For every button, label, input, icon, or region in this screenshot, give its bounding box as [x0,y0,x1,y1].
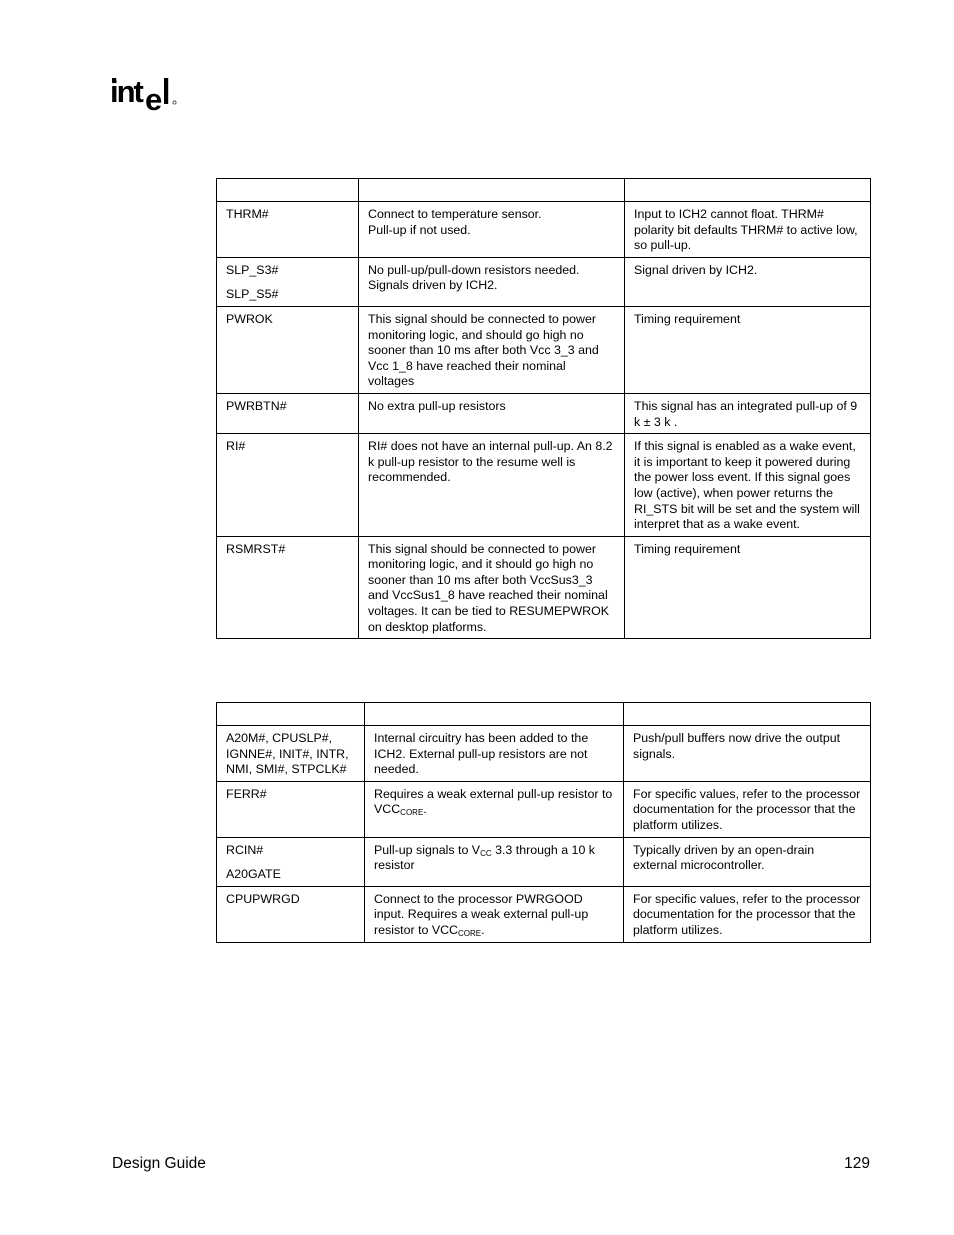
recommendation-text: This signal should be connected to power monitoring logic, and it should go high no sooner than 10 ms after both VccSus3_3 and VccSus1_8 have reached their nominal voltages. It can be tied to RESUMEPWROK on desktop platforms. [368,541,610,634]
recommendation-text: No pull-up/pull-down resistors needed. Signals driven by ICH2. [368,262,580,293]
footer-doc-title: Design Guide [112,1155,206,1172]
recommendation-text: . [481,922,485,937]
processor-signals-table [216,702,871,943]
signal-name: A20M#, CPUSLP#, IGNNE#, INIT#, INTR, NMI, SMI#, STPCLK# [226,731,349,777]
power-signals-table [216,178,871,639]
explanation-cell: This signal has an integrated pull-up of 9 k ± 3 k . [625,393,871,433]
signal-cell [217,536,359,639]
explanation-cell: For specific values, refer to the processor documentation for the processor that the platform utilizes. [624,886,871,942]
page-number: 129 [844,1155,870,1172]
signal-name: CPUPWRGD [226,891,300,906]
recommendation-cell [359,306,625,393]
explanation-cell: Timing requirement [625,536,871,639]
recommendation-cell [359,434,625,537]
recommendation-cell [359,536,625,639]
recommendation-cell [365,837,624,886]
signal-cell [217,306,359,393]
recommendation-cell [365,886,624,942]
recommendation-text: 3.3 through a 10 k resistor [374,842,595,873]
signal-cell [217,886,365,942]
table-row [217,536,871,639]
signal-name: A20GATE [226,867,281,882]
recommendation-text: Requires a weak external pull-up resistor to VCC [374,786,613,817]
recommendation-text: Pull-up signals to V [374,842,481,857]
explanation-cell: Typically driven by an open-drain external microcontroller. [624,837,871,886]
subscript: CORE [458,928,482,938]
table-row [217,393,871,433]
signal-name: RCIN# [226,842,264,857]
recommendation-cell [359,202,625,258]
recommendation-text: Internal circuitry has been added to the ICH2. External pull-up resistors are not needed. [374,731,589,777]
explanation-cell: Signal driven by ICH2. [625,257,871,306]
table-header-row [217,703,871,726]
signal-name: FERR# [226,786,267,801]
table-row [217,781,871,837]
signal-cell [217,726,365,782]
signal-name: RI# [226,439,246,454]
subscript: CC [480,848,492,858]
explanation-cell: Timing requirement [625,306,871,393]
recommendation-text: No extra pull-up resistors [368,398,506,413]
table-header-row [217,179,871,202]
recommendation-text: This signal should be connected to power monitoring logic, and should go high no sooner than 10 ms after both Vcc 3_3 and Vcc 1_8 have reached their nominal voltages [368,311,599,389]
table-row [217,306,871,393]
recommendation-cell [365,781,624,837]
recommendation-text: Pull-up if not used. [368,222,471,237]
svg-text:e: e [145,82,162,114]
signal-cell [217,393,359,433]
intel-logo [110,72,185,114]
recommendation-text: Connect to the processor PWRGOOD input. Requires a weak external pull-up resistor to VCC [374,891,589,937]
signal-cell [217,837,365,886]
subscript: CORE [400,808,424,818]
table-row [217,837,871,886]
recommendation-text: . [423,802,427,817]
signal-cell [217,781,365,837]
recommendation-cell [359,393,625,433]
explanation-cell: If this signal is enabled as a wake event, it is important to keep it powered during the power loss event. If this signal goes low (active), when power returns the RI_STS bit will be set and the system will interpret that as a wake event. [625,434,871,537]
recommendation-text: Connect to temperature sensor. [368,207,542,221]
signal-name: RSMRST# [226,541,286,556]
signal-cell [217,434,359,537]
explanation-cell: Input to ICH2 cannot float. THRM# polarity bit defaults THRM# to active low, so pull-up. [625,202,871,258]
explanation-cell: Push/pull buffers now drive the output signals. [624,726,871,782]
table-row [217,202,871,258]
table-row [217,886,871,942]
signal-name: SLP_S5# [226,287,279,302]
table-row [217,726,871,782]
recommendation-cell [359,257,625,306]
signal-name: THRM# [226,207,269,221]
svg-text:int: int [110,74,142,109]
table-row [217,434,871,537]
signal-name: PWROK [226,311,273,326]
signal-name: PWRBTN# [226,398,287,413]
recommendation-text: RI# does not have an internal pull-up. An 8.2 k pull-up resistor to the resume well is recommended. [368,439,613,485]
signal-name: SLP_S3# [226,262,279,277]
signal-cell [217,257,359,306]
recommendation-cell [365,726,624,782]
explanation-cell: For specific values, refer to the processor documentation for the processor that the platform utilizes. [624,781,871,837]
signal-cell [217,202,359,258]
table-row [217,257,871,306]
